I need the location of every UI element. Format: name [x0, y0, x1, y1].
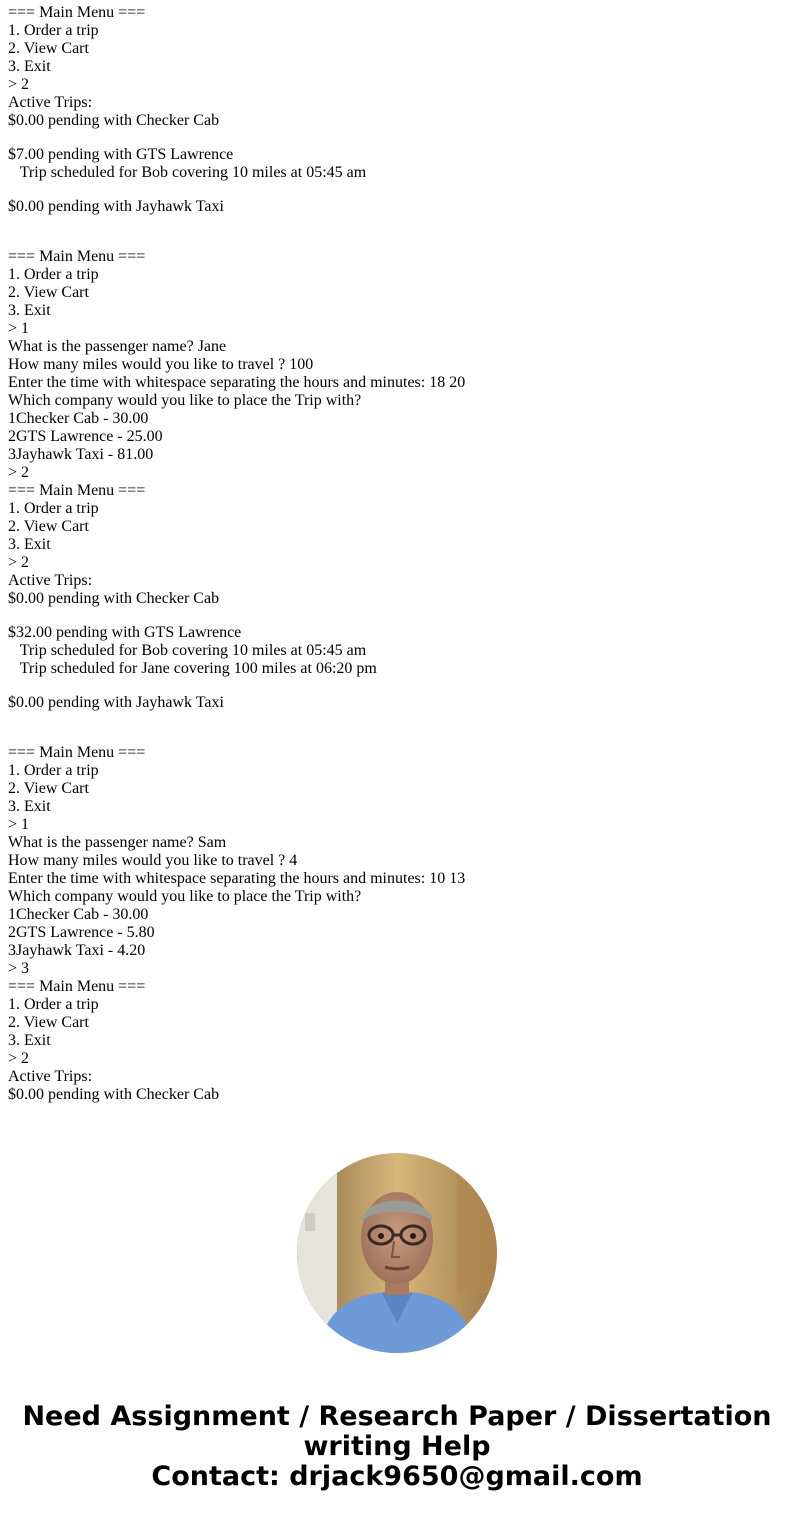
console-line: 3. Exit	[8, 58, 51, 75]
console-line: 2. View Cart	[8, 284, 89, 301]
console-line: Enter the time with whitespace separating the hours and minutes: 18 20	[8, 374, 466, 391]
console-line: 1Checker Cab - 30.00	[8, 410, 149, 427]
console-line: 3. Exit	[8, 536, 51, 553]
console-line: 3Jayhawk Taxi - 4.20	[8, 942, 146, 959]
promo-banner	[0, 1402, 794, 1492]
console-line: > 2	[8, 464, 30, 481]
console-line: $0.00 pending with Checker Cab	[8, 112, 220, 129]
console-line: > 1	[8, 816, 30, 833]
console-line: === Main Menu ===	[8, 482, 146, 499]
console-line: 3. Exit	[8, 302, 51, 319]
console-line: $0.00 pending with Checker Cab	[8, 590, 220, 607]
promo-line-1: Need Assignment / Research Paper / Dissertation	[22, 1401, 772, 1432]
console-line: $0.00 pending with Jayhawk Taxi	[8, 694, 224, 711]
console-line: Which company would you like to place the Trip with?	[8, 392, 362, 409]
console-line: 1. Order a trip	[8, 500, 99, 517]
console-line: 2. View Cart	[8, 1014, 89, 1031]
console-line: 2GTS Lawrence - 25.00	[8, 428, 163, 445]
console-line: > 2	[8, 554, 30, 571]
console-line: 3. Exit	[8, 798, 51, 815]
console-line: Which company would you like to place the Trip with?	[8, 888, 362, 905]
console-line: $0.00 pending with Jayhawk Taxi	[8, 198, 224, 215]
avatar-photo	[297, 1153, 497, 1353]
console-line: 3Jayhawk Taxi - 81.00	[8, 446, 154, 463]
console-line: 3. Exit	[8, 1032, 51, 1049]
blank-line	[8, 678, 778, 694]
console-line: Trip scheduled for Bob covering 10 miles at 05:45 am	[8, 642, 367, 659]
avatar	[297, 1153, 497, 1353]
console-line: > 1	[8, 320, 30, 337]
console-line: 2. View Cart	[8, 40, 89, 57]
blank-line	[8, 216, 778, 232]
console-line: Active Trips:	[8, 1068, 93, 1085]
console-line: Trip scheduled for Bob covering 10 miles at 05:45 am	[8, 164, 367, 181]
console-line: How many miles would you like to travel ? 4	[8, 852, 298, 869]
console-line: 1Checker Cab - 30.00	[8, 906, 149, 923]
blank-line	[8, 712, 778, 728]
blank-line	[8, 608, 778, 624]
console-line: 2GTS Lawrence - 5.80	[8, 924, 155, 941]
console-line: === Main Menu ===	[8, 4, 146, 21]
promo-line-2: writing Help	[303, 1431, 491, 1462]
console-line: Enter the time with whitespace separating the hours and minutes: 10 13	[8, 870, 466, 887]
console-line: $0.00 pending with Checker Cab	[8, 1086, 220, 1103]
console-line: > 3	[8, 960, 30, 977]
console-line: $7.00 pending with GTS Lawrence	[8, 146, 234, 163]
console-line: === Main Menu ===	[8, 978, 146, 995]
console-line: Active Trips:	[8, 94, 93, 111]
console-line: 2. View Cart	[8, 780, 89, 797]
console-line: What is the passenger name? Jane	[8, 338, 227, 355]
console-line: 1. Order a trip	[8, 996, 99, 1013]
blank-line	[8, 130, 778, 146]
console-line: 1. Order a trip	[8, 22, 99, 39]
console-line: What is the passenger name? Sam	[8, 834, 227, 851]
console-line: Active Trips:	[8, 572, 93, 589]
blank-line	[8, 182, 778, 198]
blank-line	[8, 728, 778, 744]
console-line: $32.00 pending with GTS Lawrence	[8, 624, 242, 641]
console-line: === Main Menu ===	[8, 248, 146, 265]
console-line: > 2	[8, 76, 30, 93]
console-line: > 2	[8, 1050, 30, 1067]
console-line: 1. Order a trip	[8, 762, 99, 779]
promo-contact: Contact: drjack9650@gmail.com	[151, 1461, 643, 1492]
console-line: How many miles would you like to travel ? 100	[8, 356, 314, 373]
console-line: Trip scheduled for Jane covering 100 miles at 06:20 pm	[8, 660, 377, 677]
console-output	[8, 4, 778, 1104]
blank-line	[8, 232, 778, 248]
console-line: === Main Menu ===	[8, 744, 146, 761]
console-line: 2. View Cart	[8, 518, 89, 535]
console-line: 1. Order a trip	[8, 266, 99, 283]
